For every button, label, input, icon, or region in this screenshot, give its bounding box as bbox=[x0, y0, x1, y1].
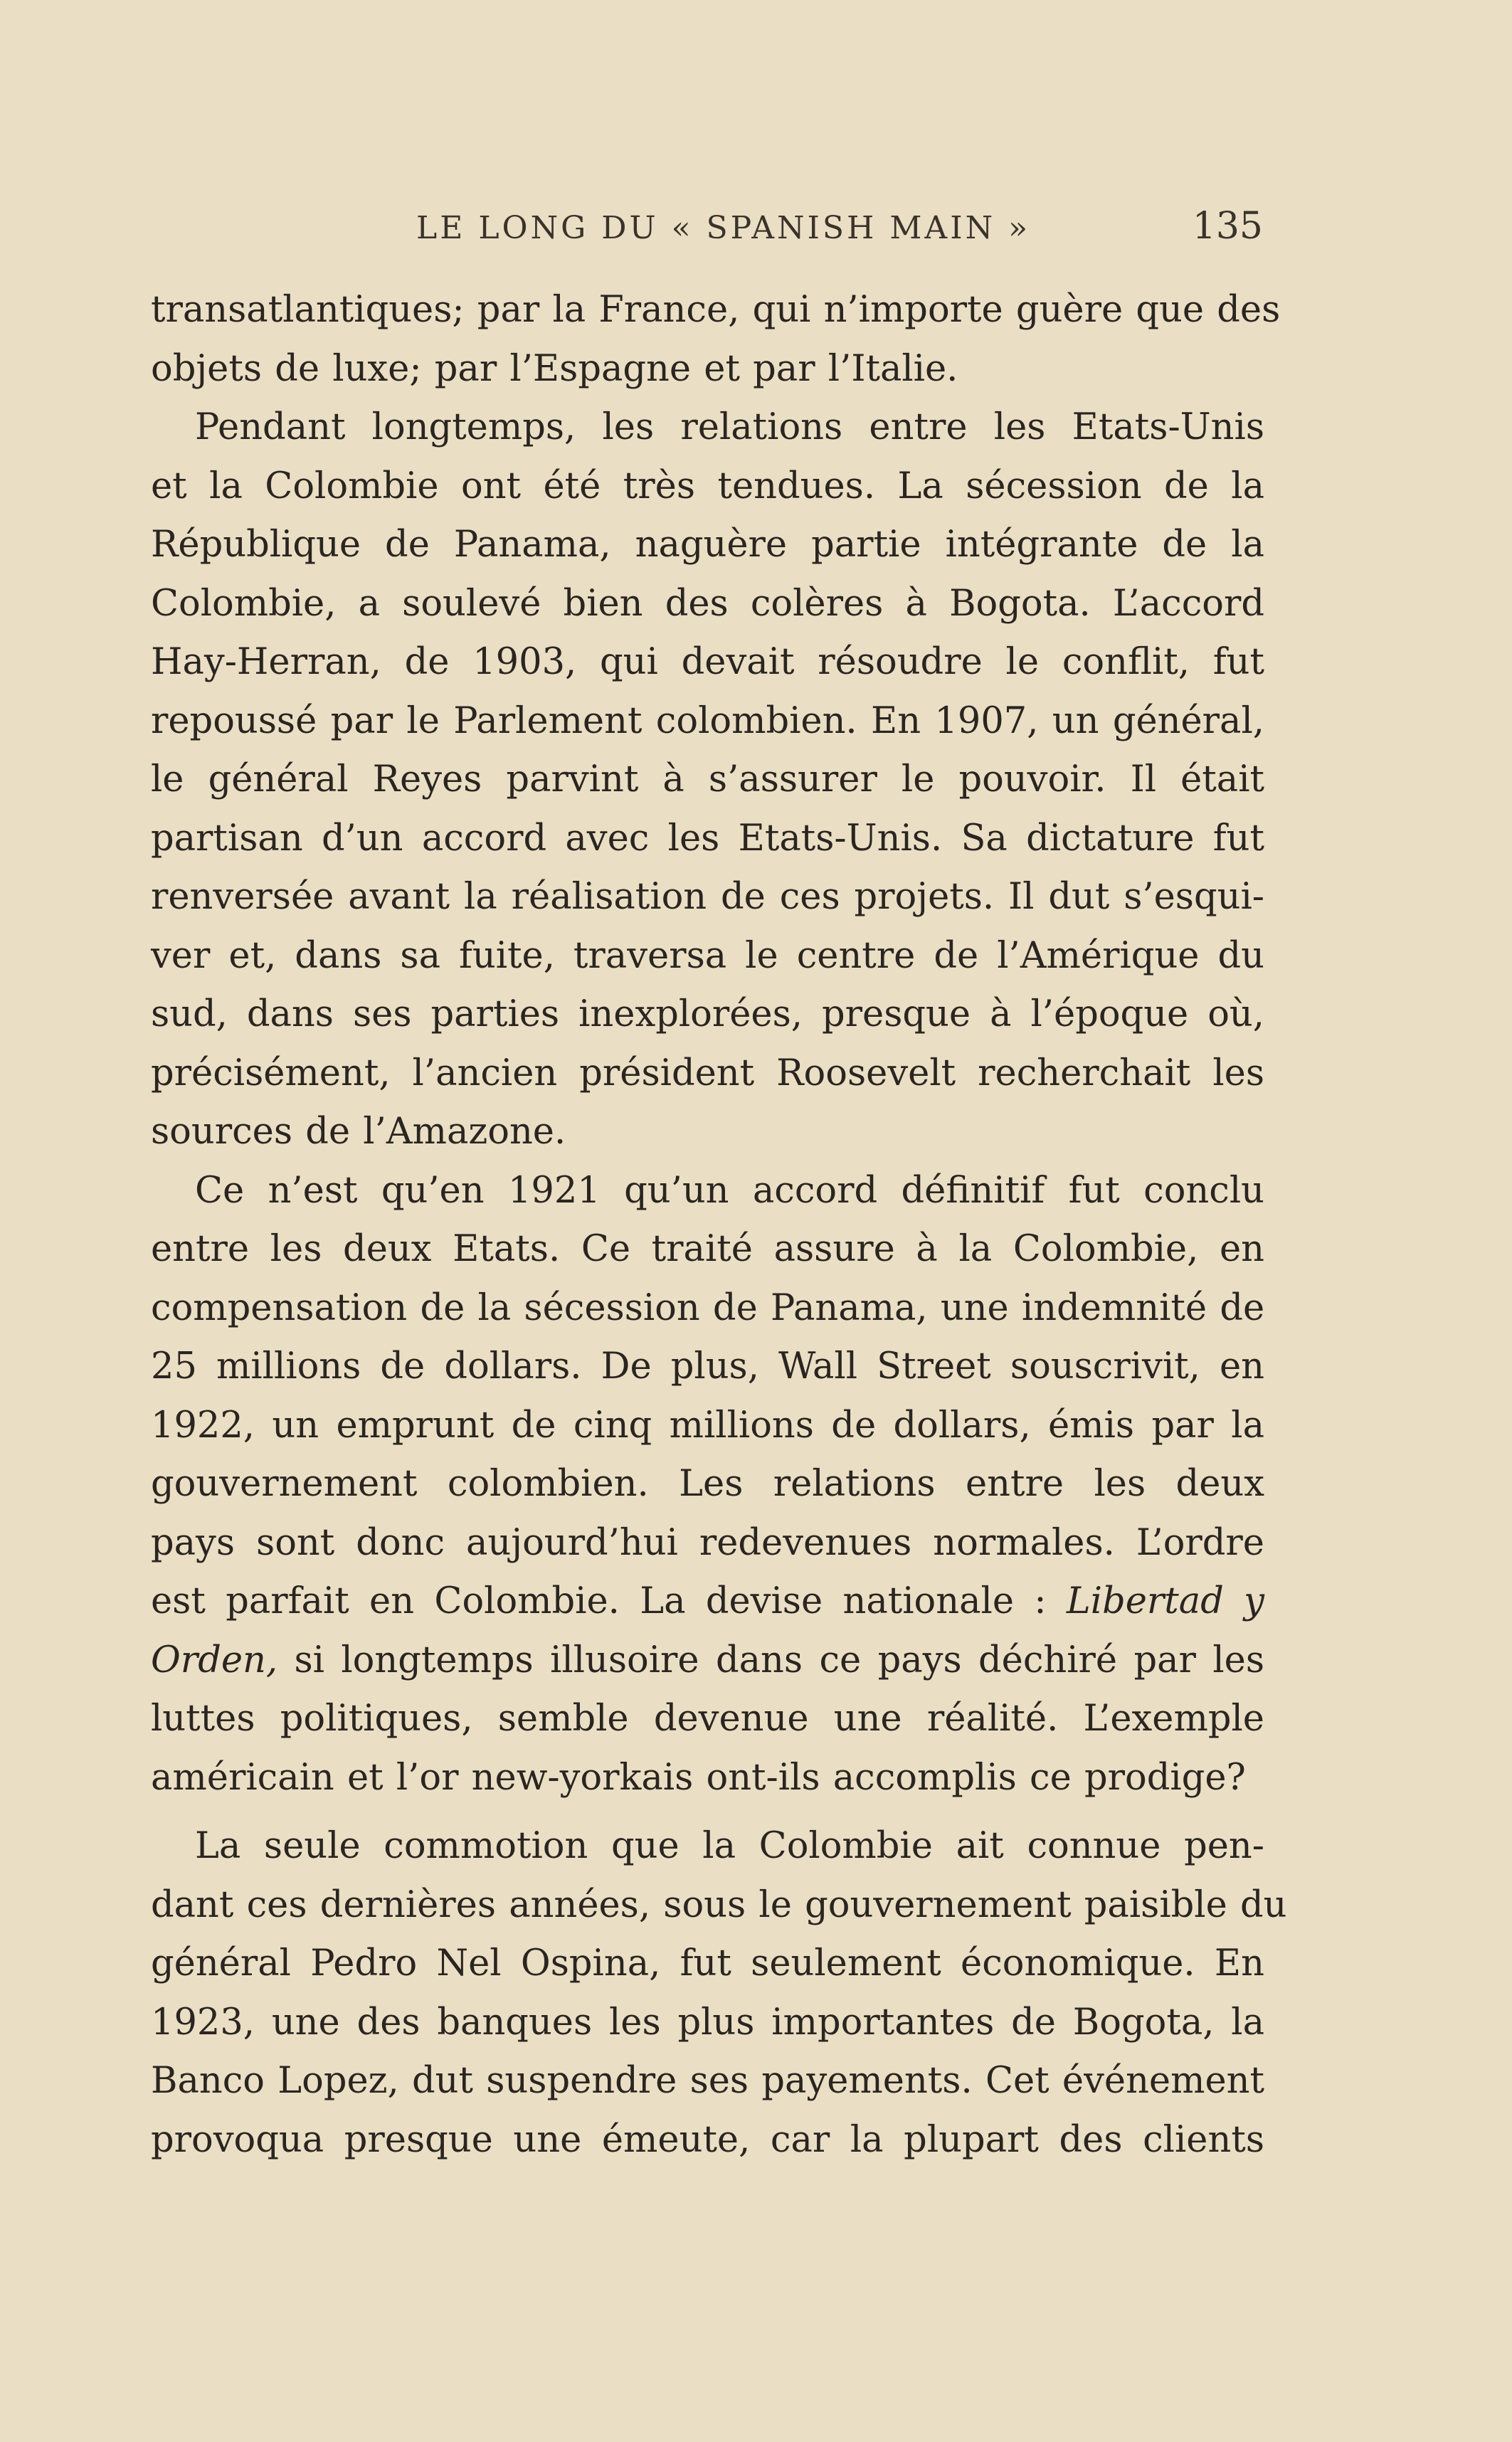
text-run: si longtemps illusoire dans ce pays déchiré par les bbox=[294, 1639, 1264, 1681]
text-line: sud, dans ses parties inexplorées, presque à l’époque où, bbox=[151, 993, 1264, 1035]
text-line: général Pedro Nel Ospina, fut seulement économique. En bbox=[151, 1942, 1264, 1984]
text-line: ver et, dans sa fuite, traversa le centre de l’Amérique du bbox=[151, 934, 1264, 977]
text-line: entre les deux Etats. Ce traité assure à la Colombie, en bbox=[151, 1228, 1264, 1270]
text-line: compensation de la sécession de Panama, une indemnité de bbox=[151, 1286, 1265, 1329]
text-line: américain et l’or new-yorkais ont-ils accomplis ce prodige? bbox=[151, 1756, 1246, 1799]
text-line: La seule commotion que la Colombie ait connue pen- bbox=[195, 1825, 1264, 1867]
text-line: République de Panama, naguère partie intégrante de la bbox=[151, 524, 1264, 566]
text-line: dant ces dernières années, sous le gouvernement paisible du bbox=[151, 1883, 1287, 1926]
text-line: repoussé par le Parlement colombien. En 1907, un général, bbox=[151, 699, 1264, 742]
text-line: Pendant longtemps, les relations entre les Etats-Unis bbox=[195, 406, 1264, 448]
body-text bbox=[151, 281, 1287, 2169]
page-number: 135 bbox=[1192, 205, 1263, 248]
text-line: provoqua presque une émeute, car la plupart des clients bbox=[151, 2118, 1264, 2161]
text-line: précisément, l’ancien président Roosevelt recherchait les bbox=[151, 1052, 1264, 1094]
motto-italic: Libertad y bbox=[1066, 1580, 1264, 1622]
text-line: 1922, un emprunt de cinq millions de dollars, émis par la bbox=[151, 1404, 1264, 1447]
text-line: 25 millions de dollars. De plus, Wall Street souscrivit, en bbox=[151, 1346, 1264, 1388]
running-title: LE LONG DU « SPANISH MAIN » bbox=[416, 210, 1030, 246]
text-line: transatlantiques; par la France, qui n’importe guère que des bbox=[151, 289, 1281, 331]
text-line: pays sont donc aujourd’hui redevenues normales. L’ordre bbox=[151, 1521, 1264, 1564]
text-line: Banco Lopez, dut suspendre ses payements. Cet événement bbox=[151, 2060, 1264, 2102]
text-run: est parfait en Colombie. La devise nationale : bbox=[151, 1580, 1047, 1622]
text-line: renversée avant la réalisation de ces projets. Il dut s’esqui- bbox=[151, 876, 1264, 918]
text-line: Hay-Herran, de 1903, qui devait résoudre le conflit, fut bbox=[151, 641, 1264, 683]
text-line: et la Colombie ont été très tendues. La sécession de la bbox=[151, 465, 1264, 507]
motto-italic: Orden, bbox=[151, 1639, 278, 1681]
text-line: objets de luxe; par l’Espagne et par l’Italie. bbox=[151, 347, 958, 390]
text-line: gouvernement colombien. Les relations entre les deux bbox=[151, 1463, 1264, 1505]
text-line: 1923, une des banques les plus importantes de Bogota, la bbox=[151, 2001, 1264, 2044]
text-line: Ce n’est qu’en 1921 qu’un accord définitif fut conclu bbox=[195, 1169, 1264, 1212]
text-line bbox=[151, 1572, 1264, 1632]
text-line bbox=[151, 1632, 1264, 1691]
text-line: sources de l’Amazone. bbox=[151, 1111, 566, 1153]
text-line: partisan d’un accord avec les Etats-Unis. Sa dictature fut bbox=[151, 817, 1264, 860]
text-line: le général Reyes parvint à s’assurer le pouvoir. Il était bbox=[151, 758, 1264, 800]
text-line: luttes politiques, semble devenue une réalité. L’exemple bbox=[151, 1698, 1264, 1740]
text-line: Colombie, a soulevé bien des colères à Bogota. L’accord bbox=[151, 582, 1264, 625]
